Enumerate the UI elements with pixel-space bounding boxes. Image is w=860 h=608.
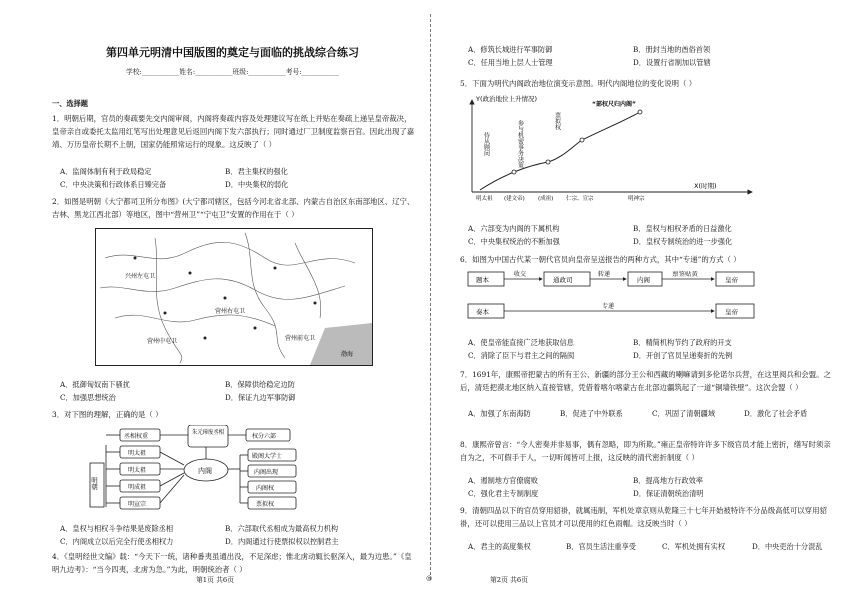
option-b[interactable]: B．皇权与相权矛盾的日益激化	[633, 224, 732, 233]
option-b[interactable]: B．君主集权的强化	[225, 167, 288, 176]
option-b[interactable]: B．册封当地的酋俗首领	[633, 45, 711, 54]
question-6-stem: 6．如图为中国古代某一朝代官员向皇帝呈送报告的两种方式，其中“专递”的方式（ ）	[460, 255, 741, 264]
flow-node: 题本	[476, 276, 489, 284]
question-1-stem: 1．明朝后期，官员的奏疏要先交内阁审阅，内阁将奏疏内容及处理建议写在纸上并贴在奏疏上递呈皇帝裁决，皇帝亲自或委托太监用红笔写出处理意见后返回内阁下发六部执行；同时通过厂卫制度监察百官。因此出现了嘉靖、万历皇帝长期不上朝，国家仍能照常运行的现象。这反映了（ ）	[52, 114, 415, 149]
question-2-stem: 2．如图是明朝《大宁都司卫所分布图》(大宁都司辖区，包括今河北省北部、内蒙古自治区东南部地区、辽宁、吉林、黑龙江西北部）等地区，图中“营州卫”“宁屯卫”安置的作用在于（ ）	[52, 197, 415, 219]
option-d[interactable]: D．保证清朝统治清明	[633, 489, 704, 498]
chart-phase-3: 票拟权	[553, 112, 561, 130]
diagram-item: 明成祖	[128, 484, 147, 491]
option-a[interactable]: A．修筑长城进行军事防御	[468, 45, 553, 54]
diagram-item: 明太祖	[128, 467, 147, 474]
option-c[interactable]: C．中央集权统治的不断加强	[468, 237, 560, 246]
option-b[interactable]: B．提高地方行政效率	[633, 476, 703, 485]
option-c[interactable]: C．军机处拥有实权	[662, 542, 726, 551]
flow-node: 奏本	[476, 308, 489, 316]
option-c[interactable]: C．中央决策和行政体系日臻完备	[60, 180, 167, 189]
diagram-item: 内阁出现	[254, 469, 279, 476]
option-a[interactable]: A．遏制地方官僚腐败	[468, 476, 538, 485]
question-9-stem: 9．清朝四品以下的官员穿用貂褂，就属违制，军机处章京则从乾隆三十七年开始被特许不分品级高低可以穿用貂褂，还可以使用三品以上官员才可以使用的红色雨帽。这反映当时（ ）	[460, 506, 827, 528]
map-label-ying-zhong: 营州中屯卫	[147, 338, 178, 345]
option-d[interactable]: D．激化了社会矛盾	[744, 409, 808, 418]
ming-cabinet-diagram	[88, 425, 328, 513]
cabinet-status-chart	[462, 92, 762, 210]
option-b[interactable]: B．精简机构节约了政府的开支	[633, 338, 732, 347]
option-d[interactable]: D．保证九边军事防御	[225, 393, 296, 402]
option-b[interactable]: B．促进了中外联系	[560, 409, 623, 418]
option-b[interactable]: B．六部取代丞相成为最高权力机构	[225, 524, 339, 533]
question-6-options	[468, 336, 798, 362]
diagram-item: 票拟权	[256, 501, 275, 508]
diagram-item: 权分六部	[252, 433, 277, 440]
option-c[interactable]: C．加强思想统治	[60, 393, 116, 402]
chart-x-label: X(时期)	[694, 182, 717, 190]
question-7-stem: 7．1691年，康熙帝把蒙古的所有王公、新疆的部分王公和西藏的喇嘛请到多伦诺尔兵营，在这里阅兵和会盟。之后，清廷把漠北地区纳入直接管辖，凭借着喀尔喀蒙古在北部边疆筑起了一道“铜墙铁壁”。这次会盟（ ）	[460, 370, 831, 392]
chart-phase-2: 参与机密事务决策	[516, 120, 524, 168]
chart-x-tick: (成祖)	[538, 196, 554, 202]
option-a[interactable]: A．君主的高度集权	[468, 542, 531, 551]
diagram-item: 殿阁大学士	[252, 453, 283, 460]
option-c[interactable]: C．强化君主专制制度	[468, 489, 539, 498]
page-number-right: 第2页 共6页	[490, 576, 528, 584]
ming-garrison-map	[95, 228, 373, 366]
center-mark: ◎	[426, 574, 432, 582]
option-b[interactable]: B．官员生活注重享受	[566, 542, 636, 551]
right-page	[430, 0, 860, 608]
map-label-bohai: 渤海	[341, 351, 354, 358]
flow-edge: 票签贴黄	[672, 272, 695, 278]
flow-node: 皇帝	[725, 308, 738, 316]
page-number-left: 第1页 共6页	[196, 576, 234, 584]
option-c[interactable]: C．巩固了清朝疆域	[652, 409, 716, 418]
option-d[interactable]: D．中央吏治十分混乱	[752, 542, 823, 551]
flow-edge: 专递	[602, 303, 615, 310]
question-4-options	[468, 43, 798, 69]
chart-x-tick: 明神宗	[628, 196, 645, 202]
question-8-options	[468, 474, 798, 500]
option-a[interactable]: A．使皇帝能直接广泛地获取信息	[468, 338, 574, 347]
option-a[interactable]: A．加强了东南海防	[468, 409, 531, 418]
option-d[interactable]: D．内阁通过行使票拟权以控制君主	[225, 537, 339, 546]
option-d[interactable]: D．开创了官员呈递奏折的先例	[633, 351, 733, 360]
option-b[interactable]: B．保障供给稳定边防	[225, 380, 295, 389]
memorial-flow-diagram	[466, 268, 796, 328]
flow-edge: 转递	[598, 271, 611, 278]
diagram-item: 丞相权重	[124, 433, 149, 440]
option-a[interactable]: A．六部变为内阁的下属机构	[468, 224, 560, 233]
chart-x-tick: 仁宗、宣宗	[566, 196, 594, 202]
section-heading: 一、选择题	[52, 99, 88, 108]
student-info-line: 学校:___________姓名:___________班级:___________考号:___________	[125, 68, 340, 76]
question-8-stem: 8．康熙帝曾言：“令人密奏并非易事，偶有忽略，即为所欺。”雍正皇帝特许许多下级官员才能上密折，缮写时须亲自为之，不可假手于人，一切听闻皆可上报，这反映的清代密折制度（ ）	[460, 440, 831, 462]
diagram-center: 内阁	[198, 467, 212, 475]
option-a[interactable]: A．皇权与相权斗争结果是废除丞相	[60, 524, 174, 533]
flow-node: 皇帝	[725, 276, 738, 284]
option-d[interactable]: D．中央集权的弱化	[225, 180, 289, 189]
option-a[interactable]: A．监阁体制有利于政局稳定	[60, 167, 152, 176]
option-c[interactable]: C．内阁成立以后完全行使丞相权力	[60, 537, 174, 546]
diagram-left-group: 明朝	[90, 477, 98, 490]
question-4-stem: 4．《皇明经世文编》载：“今天下一统，诸种番夷虽通出没，不足深虑；惟北虏动辄长驱深入，最为边患。”《皇明九边考》：“当今四夷，北虏为急。”为此，明朝统治者（ ）	[52, 552, 412, 574]
paper-title: 第四单元明清中国版图的奠定与面临的挑战综合练习	[106, 46, 359, 59]
flow-node: 通政司	[553, 276, 573, 284]
option-d[interactable]: D．皇权专制统治的进一步强化	[633, 237, 733, 246]
diagram-item: 明宣宗	[128, 501, 147, 508]
question-3-options	[60, 522, 390, 548]
map-label-ying-qian: 营州前屯卫	[285, 335, 316, 342]
question-3-stem: 3．对下图的理解，正确的是（ ）	[52, 410, 163, 419]
question-5-options	[468, 222, 798, 248]
question-5-stem: 5．下面为明代内阁政治地位演变示意图。明代内阁地位的变化说明（ ）	[460, 79, 697, 88]
chart-y-label: Y(政治地位上升情况)	[476, 95, 538, 103]
chart-x-tick: (建文帝)	[504, 196, 525, 202]
option-c[interactable]: C．任用当地上层人士管理	[468, 58, 553, 67]
option-c[interactable]: C．消除了臣下与君主之间的隔阂	[468, 351, 575, 360]
question-7-options	[468, 407, 840, 420]
chart-phase-4: “部权尺归内阁”	[592, 101, 636, 108]
question-2-options	[60, 378, 390, 404]
map-label-ying-you: 营州右屯卫	[215, 308, 246, 315]
map-label-xing-zuo: 兴州左屯卫	[125, 273, 156, 280]
flow-edge: 收交	[514, 271, 527, 278]
option-a[interactable]: A．抵御匈奴南下骚扰	[60, 380, 130, 389]
diagram-center-top: 朱元璋废丞相	[192, 429, 229, 436]
question-9-options	[468, 540, 840, 553]
chart-x-tick: 明太祖	[476, 196, 493, 202]
chart-phase-1: 侍从顾问	[482, 132, 490, 156]
option-d[interactable]: D．设置行省制加以管辖	[633, 58, 711, 67]
diagram-item: 内阁权	[256, 485, 275, 492]
flow-node: 内阁	[637, 276, 650, 284]
diagram-item: 明太祖	[128, 450, 147, 457]
question-1-options	[60, 165, 390, 191]
